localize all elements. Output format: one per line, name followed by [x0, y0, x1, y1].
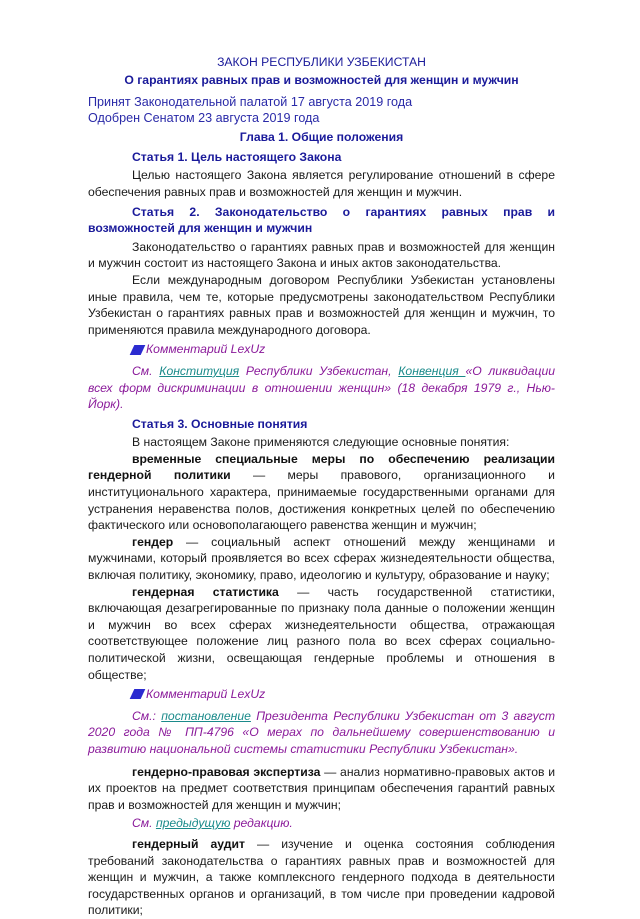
- see-suffix: редакцию.: [230, 816, 293, 831]
- article-3-intro: В настоящем Законе применяются следующие основные понятия:: [132, 435, 510, 450]
- term-name: гендер: [132, 534, 174, 549]
- previous-edition-note: [88, 815, 555, 832]
- term-definition: [88, 764, 555, 814]
- term-definition: [88, 584, 555, 684]
- adopted-date: Принят Законодательной палатой 17 августа 2019 года: [88, 95, 413, 110]
- article-1-title: Статья 1. Цель настоящего Закона: [132, 149, 342, 164]
- resolution-see-note: [88, 708, 555, 758]
- article-2-paragraph-1: Законодательство о гарантиях равных прав и возможностей для женщин и мужчин состоит из настоящего Закона и иных актов законодательства.: [88, 239, 555, 271]
- article-2-see-note: [88, 363, 555, 413]
- article-1-text: Целью настоящего Закона является регулирование отношений в сфере обеспечения равных прав и возможностей для женщин и мужчин.: [88, 168, 555, 199]
- law-subtitle: О гарантиях равных прав и возможностей для женщин и мужчин: [124, 72, 519, 87]
- term-name: гендерно-правовая экспертиза: [132, 764, 321, 779]
- convention-link[interactable]: Конвенция: [398, 363, 466, 378]
- comment-icon: [130, 345, 146, 355]
- term-name: временные специальные меры по обеспечению реализации гендерной политики: [88, 451, 555, 483]
- article-2-title: Статья 2. Законодательство о гарантиях равных прав и возможностей для женщин и мужчин: [88, 204, 555, 236]
- comment-icon: [130, 689, 146, 699]
- term-definition: [88, 836, 555, 919]
- see-prefix: См.: [132, 816, 156, 831]
- term-text: — анализ нормативно-правовых актов и их проектов на предмет соответствия принципам обеспечения гарантий равных прав и возможностей для женщин и мужчин;: [88, 764, 556, 812]
- see-suffix: «О ликвидации всех форм дискриминации в отношении женщин» (18 декабря 1979 г., Нью-Йорк).: [88, 363, 556, 412]
- see-suffix: Президента Республики Узбекистан от 3 август 2020 года № ПП-4796 «О мерах по дальнейшему совершенствованию и развитию национальной системы статистики Республики Узбекистан».: [88, 708, 555, 756]
- comment-lexuz-link[interactable]: [132, 341, 555, 358]
- chapter-1-title: Глава 1. Общие положения: [239, 130, 404, 145]
- resolution-link[interactable]: постановление: [161, 708, 251, 723]
- adoption-info: [88, 94, 555, 126]
- see-mid: Республики Узбекистан,: [239, 363, 399, 378]
- previous-edition-link[interactable]: предыдущую: [155, 816, 231, 831]
- term-text: — часть государственной статистики, включающая дезагрегированные по признаку пола данные о положении женщин и мужчин во всех сферах жизнедеятельности общества, отражающая соответствующее положение лиц разного пола во всех сферах социально-политической жизни, освещающая гендерные проблемы и отношения в обществе;: [88, 584, 556, 682]
- term-name: гендерная статистика: [132, 584, 279, 599]
- term-text: — меры правового, организационного и институционального характера, принимаемые государственными органами для устранения неравенства полов, достижения конкретных целей по обеспечению фактического или основополагающего равенства женщин и мужчин;: [88, 468, 555, 533]
- approved-date: Одобрен Сенатом 23 августа 2019 года: [88, 111, 320, 126]
- law-document: [88, 52, 555, 919]
- comment-lexuz-link[interactable]: [132, 686, 555, 703]
- term-text: — изучение и оценка состояния соблюдения требований законодательства о гарантиях равных прав и возможностей для женщин и мужчин, а также комплексного гендерного подхода в деятельности государственных органов и организаций, в том числе при проведении кадровой политики;: [88, 836, 555, 918]
- term-definition: [88, 534, 555, 584]
- comment-label: Комментарий LexUz: [146, 342, 266, 357]
- term-text: — социальный аспект отношений между женщинами и мужчинами, который проявляется во всех сферах жизнедеятельности общества, включая политику, экономику, право, идеологию и культуру, образование и науку;: [88, 534, 555, 583]
- article-3-title: Статья 3. Основные понятия: [132, 416, 308, 431]
- see-prefix: См.:: [132, 708, 162, 723]
- comment-label: Комментарий LexUz: [146, 687, 266, 702]
- article-2-paragraph-2: Если международным договором Республики Узбекистан установлены иные правила, чем те, которые предусмотрены законодательством Республики Узбекистан о гарантиях равных прав и возможностей для женщин и мужчин, то применяются правила международного договора.: [88, 272, 555, 337]
- law-title: ЗАКОН РЕСПУБЛИКИ УЗБЕКИСТАН: [217, 55, 426, 69]
- constitution-link[interactable]: Конституция: [159, 363, 240, 378]
- term-definition: [88, 451, 555, 534]
- term-name: гендерный аудит: [132, 836, 245, 851]
- see-prefix: См.: [132, 363, 160, 378]
